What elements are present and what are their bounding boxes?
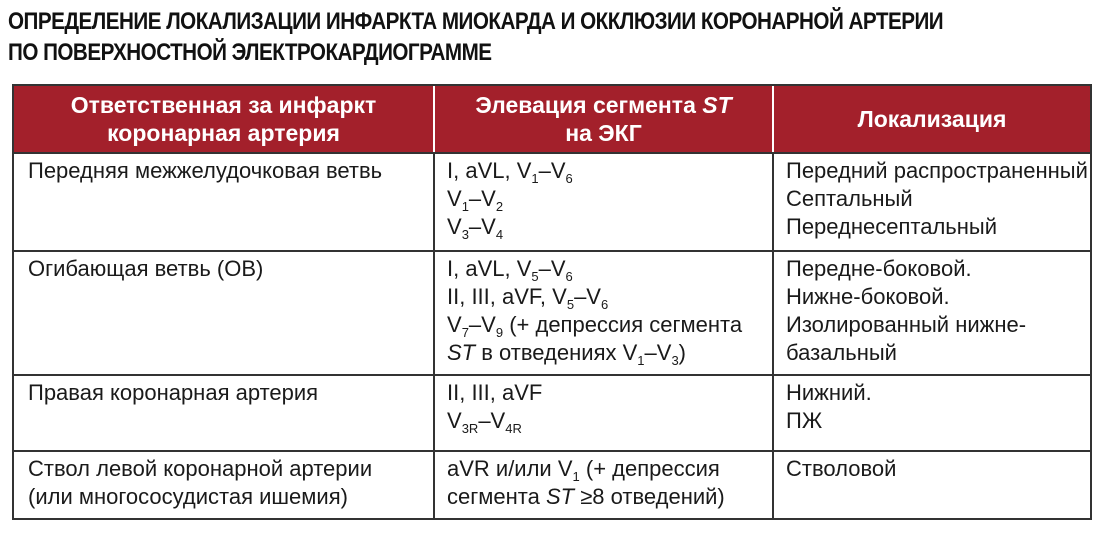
table-row	[13, 251, 1091, 375]
table-row	[13, 153, 1091, 251]
title-line-2: ПО ПОВЕРХНОСТНОЙ ЭЛЕКТРОКАРДИОГРАММЕ	[8, 39, 492, 66]
cell-ecg: II, III, aVF $V_{3R}-V_{4R}$	[434, 375, 773, 451]
table-row	[13, 451, 1091, 519]
cell-location: Нижний. ПЖ	[773, 375, 1091, 451]
cell-location: Стволовой	[773, 451, 1091, 519]
title-line-1: ОПРЕДЕЛЕНИЕ ЛОКАЛИЗАЦИИ ИНФАРКТА МИОКАРДА И ОККЛЮЗИИ КОРОНАРНОЙ АРТЕРИИ	[8, 8, 944, 35]
header-st-elevation: Элевация сегмента ST на ЭКГ	[434, 85, 773, 153]
cell-ecg: aVR и/или $V_1$ (+ депрессия сегмента ST ≥8 отведений)	[434, 451, 773, 519]
cell-artery: Правая коронарная артерия	[13, 375, 434, 451]
header-location: Локализация	[773, 85, 1091, 153]
cell-location: Передний распространенный Септальный Переднесептальный	[773, 153, 1091, 251]
page-title	[8, 6, 945, 68]
cell-ecg: I, aVL, $V_1-V_6$ $V_1-V_2$ $V_3-V_4$	[434, 153, 773, 251]
table-row	[13, 375, 1091, 451]
cell-artery: Передняя межжелудочковая ветвь	[13, 153, 434, 251]
header-artery: Ответственная за инфаркт коронарная артерия	[13, 85, 434, 153]
mi-localization-table	[12, 84, 1092, 520]
cell-location: Передне-боковой. Нижне-боковой. Изолированный нижне- базальный	[773, 251, 1091, 375]
cell-ecg: I, aVL, $V_5-V_6$ II, III, aVF, $V_5-V_6$ $V_7-V_9$ (+ депрессия сегмента ST в отведениях $V_1-V_3$)	[434, 251, 773, 375]
cell-artery: Ствол левой коронарной артерии (или многососудистая ишемия)	[13, 451, 434, 519]
cell-artery: Огибающая ветвь (ОВ)	[13, 251, 434, 375]
table-header-row	[13, 85, 1091, 153]
